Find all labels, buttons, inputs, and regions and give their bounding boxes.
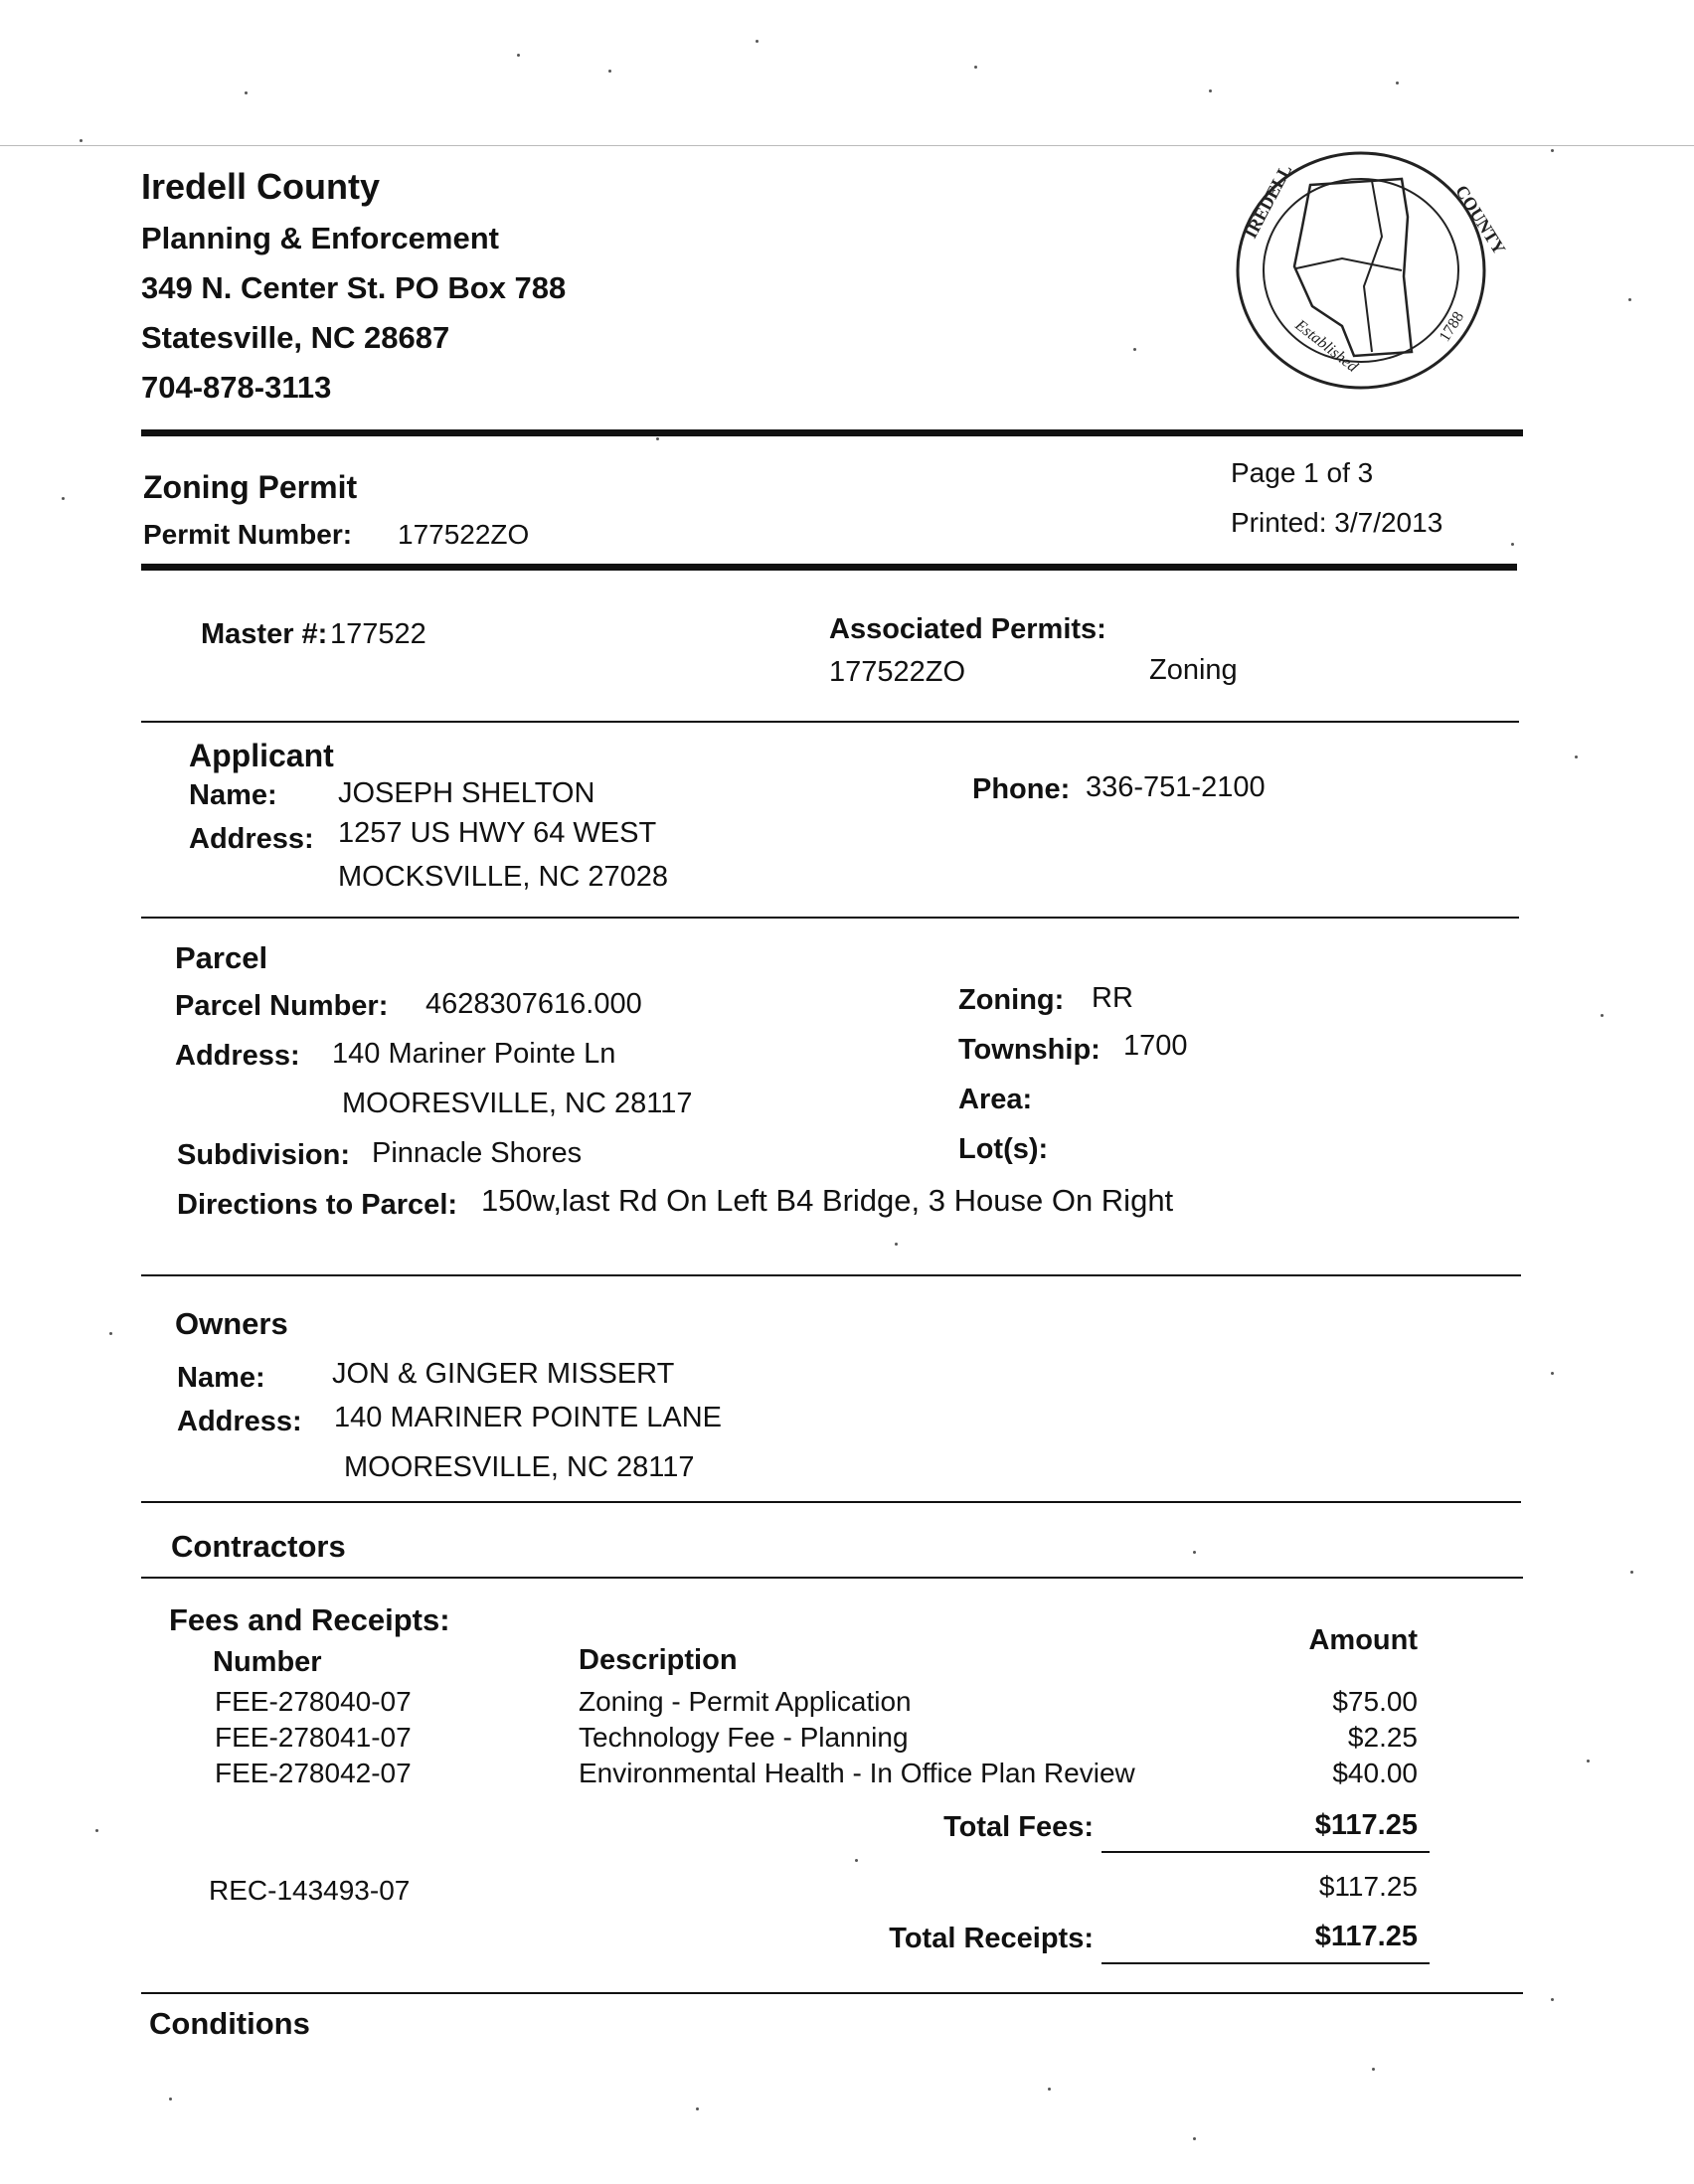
parcel-address-label: Address:	[175, 1040, 300, 1072]
svg-text:1788: 1788	[1436, 308, 1468, 345]
associated-permits-label: Associated Permits:	[829, 613, 1106, 645]
applicant-address-line2: MOCKSVILLE, NC 27028	[338, 861, 669, 893]
permit-title: Zoning Permit	[143, 469, 358, 505]
conditions-heading: Conditions	[149, 2006, 310, 2041]
area-label: Area:	[958, 1084, 1033, 1115]
fee-description: Zoning - Permit Application	[579, 1686, 912, 1717]
applicant-phone: 336-751-2100	[1086, 771, 1266, 803]
township-label: Township:	[958, 1034, 1101, 1066]
office-city: Statesville, NC 28687	[141, 320, 450, 355]
subdivision-label: Subdivision:	[177, 1139, 350, 1171]
parcel-number-label: Parcel Number:	[175, 990, 389, 1022]
parcel-address-line1: 140 Mariner Pointe Ln	[332, 1038, 616, 1070]
office-address: 349 N. Center St. PO Box 788	[141, 270, 567, 305]
fees-col-number: Number	[213, 1646, 322, 1678]
svg-text:IREDELL: IREDELL	[1240, 160, 1296, 242]
header-rule	[141, 429, 1523, 436]
owner-name-label: Name:	[177, 1362, 265, 1394]
svg-text:Established: Established	[1291, 316, 1361, 376]
parcel-heading: Parcel	[175, 940, 268, 975]
fees-col-amount: Amount	[1308, 1624, 1418, 1656]
applicant-heading: Applicant	[189, 738, 334, 773]
fee-amount: $40.00	[1332, 1758, 1418, 1788]
county-seal-logo	[1233, 147, 1510, 394]
fee-number: FEE-278042-07	[215, 1758, 412, 1788]
owners-rule	[141, 1501, 1521, 1503]
total-fees-underline	[1101, 1851, 1430, 1853]
owner-name: JON & GINGER MISSERT	[332, 1358, 675, 1390]
receipt-number: REC-143493-07	[209, 1875, 411, 1906]
master-label: Master #:	[201, 618, 328, 650]
associated-permit-type: Zoning	[1149, 654, 1238, 686]
parcel-rule	[141, 1274, 1521, 1276]
master-number: 177522	[330, 618, 426, 650]
owner-address-line2: MOORESVILLE, NC 28117	[344, 1451, 695, 1483]
owner-address-label: Address:	[177, 1406, 302, 1437]
org-name: Iredell County	[141, 166, 381, 207]
permit-number-label: Permit Number:	[143, 519, 353, 550]
associated-permit-number: 177522ZO	[829, 656, 966, 688]
permit-number: 177522ZO	[398, 519, 530, 550]
applicant-name: JOSEPH SHELTON	[338, 777, 595, 809]
total-fees-amount: $117.25	[1314, 1809, 1418, 1841]
parcel-number: 4628307616.000	[425, 988, 642, 1020]
fee-description: Environmental Health - In Office Plan Review	[579, 1758, 1135, 1788]
township-value: 1700	[1123, 1030, 1188, 1062]
zoning-label: Zoning:	[958, 984, 1065, 1016]
parcel-address-line2: MOORESVILLE, NC 28117	[342, 1088, 693, 1119]
fees-heading: Fees and Receipts:	[169, 1602, 450, 1637]
page-indicator: Page 1 of 3	[1231, 457, 1374, 488]
zoning-value: RR	[1092, 982, 1133, 1014]
fee-amount: $2.25	[1347, 1722, 1418, 1753]
fee-description: Technology Fee - Planning	[579, 1722, 909, 1753]
printed-date: Printed: 3/7/2013	[1231, 507, 1443, 538]
svg-text:COUNTY: COUNTY	[1451, 181, 1510, 258]
owner-address-line1: 140 MARINER POINTE LANE	[334, 1402, 722, 1433]
applicant-address-line1: 1257 US HWY 64 WEST	[338, 817, 657, 849]
contractors-rule	[141, 1577, 1523, 1579]
total-fees-label: Total Fees:	[943, 1811, 1094, 1843]
lots-label: Lot(s):	[958, 1133, 1049, 1165]
directions-label: Directions to Parcel:	[177, 1189, 458, 1221]
fees-col-description: Description	[579, 1644, 738, 1676]
directions: 150w,last Rd On Left B4 Bridge, 3 House On Right	[481, 1183, 1174, 1218]
department: Planning & Enforcement	[141, 221, 499, 255]
receipt-amount: $117.25	[1318, 1871, 1418, 1902]
total-receipts-label: Total Receipts:	[889, 1923, 1094, 1954]
fee-number: FEE-278041-07	[215, 1722, 412, 1753]
total-receipts-amount: $117.25	[1314, 1921, 1418, 1952]
fee-number: FEE-278040-07	[215, 1686, 412, 1717]
scan-line	[0, 145, 1694, 146]
permit-rule	[141, 564, 1517, 571]
subdivision: Pinnacle Shores	[372, 1137, 583, 1169]
applicant-address-label: Address:	[189, 823, 314, 855]
office-phone: 704-878-3113	[141, 370, 332, 405]
owners-heading: Owners	[175, 1306, 288, 1341]
total-receipts-underline	[1101, 1962, 1430, 1964]
fees-rule	[141, 1992, 1523, 1994]
applicant-phone-label: Phone:	[972, 773, 1071, 805]
applicant-name-label: Name:	[189, 779, 277, 811]
applicant-rule	[141, 917, 1519, 919]
master-rule	[141, 721, 1519, 723]
contractors-heading: Contractors	[171, 1529, 346, 1564]
fee-amount: $75.00	[1332, 1686, 1418, 1717]
